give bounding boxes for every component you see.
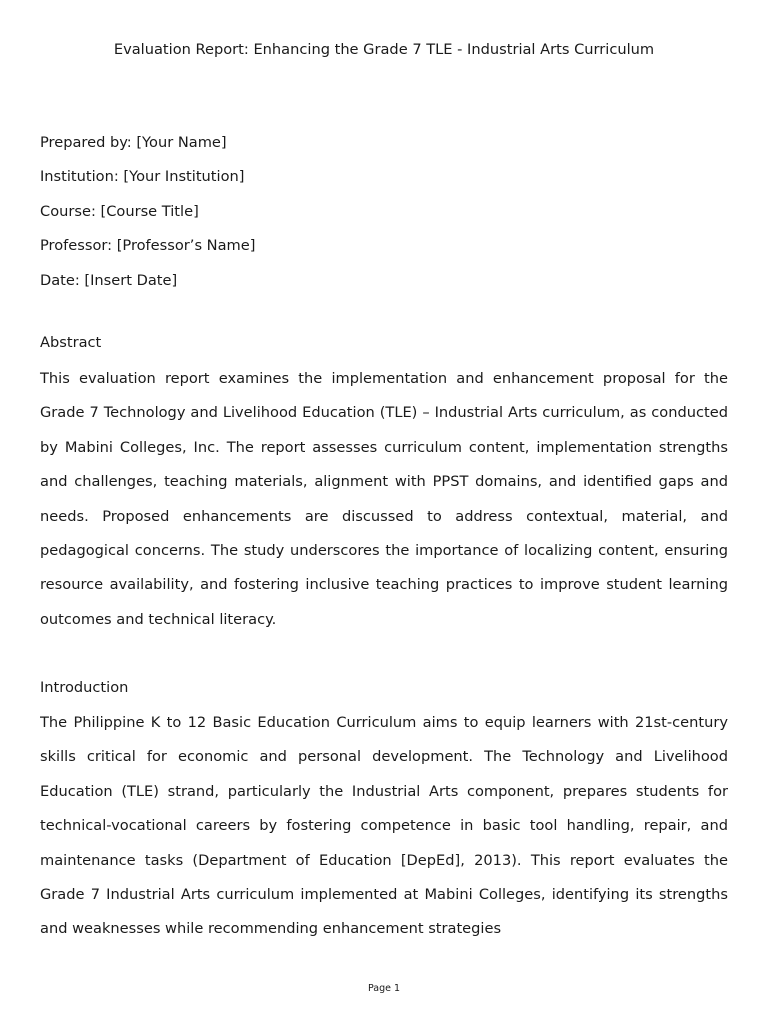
abstract-paragraph: This evaluation report examines the implementation and enhancement proposal for the Grade 7 Technology and Livelihood Education (TLE) – Industrial Arts curriculum, as conducted by Mabini Colleges, Inc. The report assesses curriculum content, implementation strengths and challenges, teaching materials, alignment with PPST domains, and identified gaps and needs. Proposed enhancements are discussed to address contextual, material, and pedagogical concerns. The study underscores the importance of localizing content, ensuring resource availability, and fostering inclusive teaching practices to improve student learning outcomes and technical literacy. [40,370,728,628]
course: Course: [Course Title] [40,202,199,220]
introduction-heading: Introduction [40,679,129,696]
date: Date: [Insert Date] [40,271,178,289]
professor: Professor: [Professor’s Name] [40,237,256,255]
page-number: Page 1 [367,983,401,994]
institution: Institution: [Your Institution] [40,168,245,186]
abstract-heading: Abstract [40,334,102,351]
document-title: Evaluation Report: Enhancing the Grade 7 TLE - Industrial Arts Curriculum [113,41,655,58]
introduction-paragraph: The Philippine K to 12 Basic Education Curriculum aims to equip learners with 21st-century skills critical for economic and personal development. The Technology and Livelihood Education (TLE) strand, particularly the Industrial Arts component, prepares students for technical-vocational careers by fostering competence in basic tool handling, repair, and maintenance tasks (Department of Education [DepEd], 2013). This report evaluates the Grade 7 Industrial Arts curriculum implemented at Mabini Colleges, identifying its strengths and weaknesses while recommending enhancement strategies [40,714,728,938]
document-meta [40,126,728,298]
prepared-by: Prepared by: [Your Name] [40,134,227,151]
